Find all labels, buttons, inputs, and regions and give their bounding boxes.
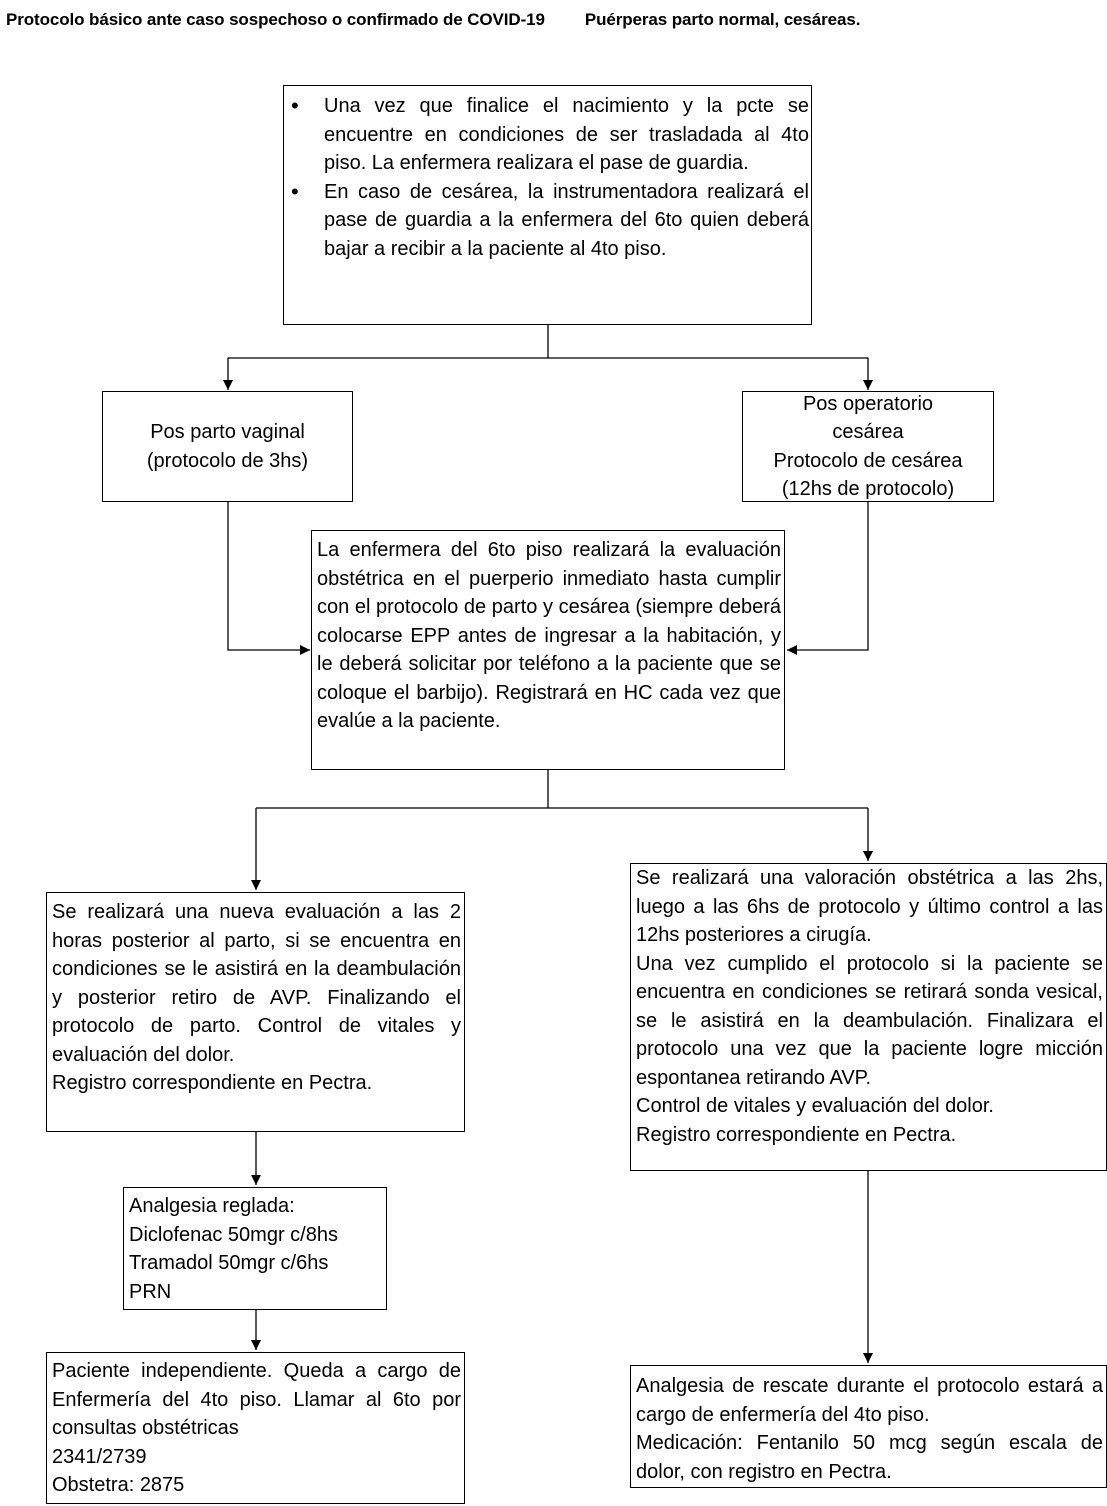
analgesia-line: PRN [129, 1280, 172, 1303]
box-valoracion-obstetrica [630, 863, 1107, 1171]
protocol-title: Protocolo básico ante caso sospechoso o confirmado de COVID-19 [6, 10, 545, 29]
pase-de-guardia-item: • En caso de cesárea, la instrumentadora realizará el pase de guardia a la enfermera del 6to quien deberá bajar a recibir a la paciente al 4to piso. [324, 178, 809, 264]
evaluacion-text: La enfermera del 6to piso realizará la evaluación obstétrica en el puerperio inmediato hasta cumplir con el protocolo de parto y cesárea (siempre deberá colocarse EPP antes de ingresar a la habitación, y le deberá solicitar por teléfono a la paciente que se coloque el barbijo). Registrará en HC cada vez que evalúe a la paciente. [317, 539, 781, 732]
protocol-subtitle: Puérperas parto normal, cesáreas. [584, 10, 861, 29]
box-evaluacion-obstetrica [311, 530, 785, 770]
valoracion-paragraph: Control de vitales y evaluación del dolor. [636, 1095, 994, 1117]
nueva-evaluacion-text: Se realizará una nueva evaluación a las 2 horas posterior al parto, si se encuentra en condiciones se le asistirá en la deambulación y posterior retiro de AVP. Finalizando el protocolo de parto. Control de vitales y evaluación del dolor. [52, 901, 461, 1066]
box-pos-parto-vaginal [102, 391, 353, 502]
box-paciente-independiente [46, 1352, 465, 1504]
vaginal-line: (protocolo de 3hs) [146, 449, 309, 472]
pase-de-guardia-list [284, 92, 809, 263]
cesarea-line: Protocolo de cesárea [773, 449, 963, 472]
arrow-vaginal-to-middle [228, 502, 310, 650]
rescate-paragraph: Medicación: Fentanilo 50 mcg según escala de dolor, con registro en Pectra. [636, 1432, 1103, 1483]
analgesia-line: Analgesia reglada: [129, 1195, 295, 1217]
independiente-phones: 2341/2739 [52, 1445, 147, 1468]
cesarea-line: Pos operatorio [802, 392, 934, 415]
vaginal-line: Pos parto vaginal [150, 421, 305, 443]
valoracion-paragraph: Se realizará una valoración obstétrica a las 2hs, luego a las 6hs de protocolo y último control a las 12hs posteriores a cirugía. [636, 867, 1103, 946]
nueva-evaluacion-registro: Registro correspondiente en Pectra. [52, 1072, 373, 1094]
rescate-paragraph: Analgesia de rescate durante el protocolo estará a cargo de enfermería del 4to piso. [636, 1375, 1103, 1426]
independiente-obstetra: Obstetra: 2875 [52, 1474, 185, 1496]
box-analgesia-reglada [123, 1187, 387, 1310]
independiente-text: Paciente independiente. Queda a cargo de Enfermería del 4to piso. Llamar al 6to por consultas obstétricas [52, 1360, 461, 1439]
valoracion-paragraph: Registro correspondiente en Pectra. [636, 1123, 957, 1146]
arrow-cesarea-to-middle [787, 502, 868, 650]
box-nueva-evaluacion [46, 892, 465, 1132]
analgesia-line: Tramadol 50mgr c/6hs [129, 1252, 329, 1274]
box-analgesia-rescate [630, 1365, 1107, 1488]
box-pase-de-guardia [283, 85, 812, 325]
cesarea-line: (12hs de protocolo) [781, 478, 955, 500]
pase-de-guardia-item: • Una vez que finalice el nacimiento y la pcte se encuentre en condiciones de ser trasladada al 4to piso. La enfermera realizara el pase de guardia. [324, 92, 809, 178]
box-pos-operatorio-cesarea [742, 391, 994, 502]
analgesia-line: Diclofenac 50mgr c/8hs [129, 1223, 338, 1246]
cesarea-line: cesárea [832, 421, 904, 443]
valoracion-paragraph: Una vez cumplido el protocolo si la paciente se encuentra en condiciones se retirará sonda vesical, se le asistirá en la deambulación. Finalizara el protocolo una vez que la paciente logre micción espontanea retirando AVP. [636, 952, 1103, 1089]
